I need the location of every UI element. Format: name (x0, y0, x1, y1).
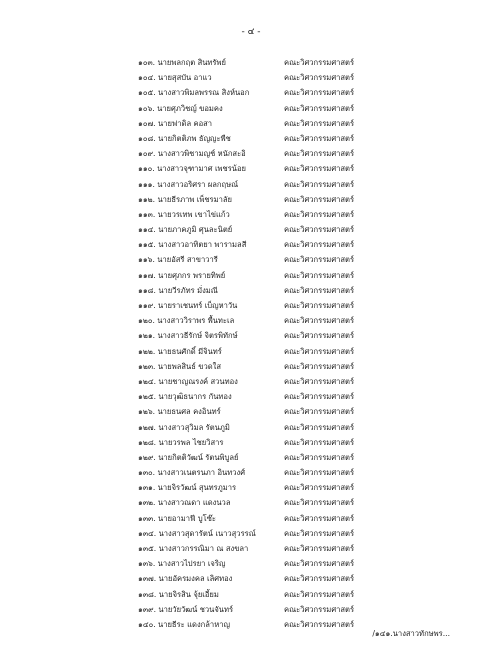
entry-name: ๑๑๒. นายธีรภาพ เพ็ชรมาลัย (138, 194, 232, 204)
entry-faculty: คณะวิศวกรรมศาสตร์ (284, 422, 355, 432)
list-item (138, 511, 438, 526)
page-number: - ๔ - (241, 27, 261, 37)
list-item (138, 389, 438, 404)
entry-faculty: คณะวิศวกรรมศาสตร์ (284, 73, 355, 83)
list-item (138, 222, 438, 237)
entry-name: ๑๒๕. นายวุฒิธนากร กันทอง (138, 392, 232, 402)
entry-faculty: คณะวิศวกรรมศาสตร์ (284, 604, 355, 614)
entry-name: ๑๑๗. นายศุภกร พรายทิพย์ (138, 270, 226, 280)
entry-name: ๑๑๙. นายราเชนทร์ เบ็ญหาวัน (138, 301, 238, 310)
list-item (138, 116, 438, 131)
entry-name: ๑๓๙. นายวัยวัฒน์ ชวนจันทร์ (138, 604, 234, 614)
list-item (138, 177, 438, 192)
entry-name: ๑๓๖. นางสาวไปรยา เจริญ (138, 559, 226, 569)
continuation-note: /๑๔๑.นางสาวทักษพร... (372, 629, 450, 638)
entry-name: ๑๓๐. นางสาวเนตรนภา อินทวงศ์ (138, 468, 246, 478)
entry-faculty: คณะวิศวกรรมศาสตร์ (284, 270, 355, 280)
list-item (138, 268, 438, 283)
list-item (138, 541, 438, 556)
list-item (138, 465, 438, 480)
entry-name: ๑๒๙. นายกิตติวัฒน์ รัตนพิบูลย์ (138, 452, 239, 462)
entry-faculty: คณะวิศวกรรมศาสตร์ (284, 468, 355, 478)
entry-name: ๑๑๘. นายวีรภัทร มั่งมณี (138, 285, 218, 295)
list-item (138, 571, 438, 586)
entry-name: ๑๐๕. นางสาวพิมลพรรณ สิงห์นอก (138, 88, 250, 98)
entry-name: ๑๓๗. นายอัครมงคล เลิศทอง (138, 574, 233, 584)
entry-faculty: คณะวิศวกรรมศาสตร์ (284, 559, 355, 569)
list-item (138, 359, 438, 374)
entry-name: ๑๑๑. นางสาวอริศรา ผลกฤษณ์ (138, 179, 239, 189)
entry-name: ๑๔๐. นายธีระ แดงกล้าหาญ (138, 619, 230, 629)
list-item (138, 70, 438, 85)
entry-name: ๑๒๖. นายธนศล คงอินทร์ (138, 407, 221, 417)
entry-faculty: คณะวิศวกรรมศาสตร์ (284, 483, 355, 493)
list-item (138, 435, 438, 450)
entry-name: ๑๒๒. นายธนศักดิ์ มีจินทร์ (138, 346, 222, 356)
list-item (138, 404, 438, 419)
entry-faculty: คณะวิศวกรรมศาสตร์ (284, 149, 355, 159)
entry-list (138, 55, 438, 632)
entry-name: ๑๐๓. นายพลกฤต สินทรัพย์ (138, 58, 226, 67)
list-item (138, 602, 438, 617)
entry-faculty: คณะวิศวกรรมศาสตร์ (284, 361, 355, 371)
entry-name: ๑๐๖. นายศุภวิชญ์ ขอมคง (138, 103, 223, 113)
list-item (138, 344, 438, 359)
list-item (138, 298, 438, 313)
entry-faculty: คณะวิศวกรรมศาสตร์ (284, 528, 355, 538)
entry-faculty: คณะวิศวกรรมศาสตร์ (284, 255, 355, 265)
entry-name: ๑๓๑. นายจิรวัฒน์ สุนทรภูมาร (138, 483, 237, 493)
entry-name: ๑๑๓. นายวรเทพ เขาไข่แก้ว (138, 209, 230, 219)
entry-faculty: คณะวิศวกรรมศาสตร์ (284, 392, 355, 402)
entry-faculty: คณะวิศวกรรมศาสตร์ (284, 544, 355, 553)
entry-faculty: คณะวิศวกรรมศาสตร์ (284, 301, 355, 310)
list-item (138, 328, 438, 343)
entry-faculty: คณะวิศวกรรมศาสตร์ (284, 58, 355, 67)
entry-faculty: คณะวิศวกรรมศาสตร์ (284, 574, 355, 584)
entry-faculty: คณะวิศวกรรมศาสตร์ (284, 437, 355, 447)
list-item (138, 480, 438, 495)
entry-faculty: คณะวิศวกรรมศาสตร์ (284, 240, 355, 250)
entry-faculty: คณะวิศวกรรมศาสตร์ (284, 103, 355, 113)
list-item (138, 55, 438, 70)
entry-faculty: คณะวิศวกรรมศาสตร์ (284, 285, 355, 295)
entry-faculty: คณะวิศวกรรมศาสตร์ (284, 88, 355, 98)
entry-faculty: คณะวิศวกรรมศาสตร์ (284, 316, 355, 326)
list-item (138, 252, 438, 267)
entry-name: ๑๐๔. นายสุสบัน อาแว (138, 73, 212, 83)
list-item (138, 146, 438, 161)
list-item (138, 85, 438, 100)
list-item (138, 192, 438, 207)
entry-faculty: คณะวิศวกรรมศาสตร์ (284, 164, 355, 174)
entry-faculty: คณะวิศวกรรมศาสตร์ (284, 498, 355, 508)
entry-faculty: คณะวิศวกรรมศาสตร์ (284, 376, 355, 386)
entry-name: ๑๓๕. นางสาวกรรณิมา ณ สงขลา (138, 544, 249, 553)
entry-name: ๑๒๘. นายวรพล ไชยวิสาร (138, 437, 224, 447)
entry-name: ๑๑๔. นายภาคภูมิ ศุนละนิตย์ (138, 225, 233, 235)
list-item (138, 313, 438, 328)
list-item (138, 587, 438, 602)
entry-name: ๑๑๖. นายอัสรี สาขาวารี (138, 255, 218, 265)
list-item (138, 207, 438, 222)
entry-faculty: คณะวิศวกรรมศาสตร์ (284, 225, 355, 235)
list-item (138, 420, 438, 435)
entry-faculty: คณะวิศวกรรมศาสตร์ (284, 619, 355, 629)
entry-faculty: คณะวิศวกรรมศาสตร์ (284, 513, 355, 523)
entry-name: ๑๓๒. นางสาวณดา แดงนวล (138, 498, 231, 508)
entry-name: ๑๒๗. นางสาวสุวิมล รัตนภูมิ (138, 422, 230, 432)
list-item (138, 495, 438, 510)
entry-faculty: คณะวิศวกรรมศาสตร์ (284, 179, 355, 189)
list-item (138, 556, 438, 571)
entry-name: ๑๓๓. นายอามาฟี บูโซ๊ะ (138, 513, 216, 523)
list-item (138, 161, 438, 176)
entry-name: ๑๒๓. นายพลสินธ์ ขวดใส (138, 361, 222, 371)
entry-name: ๑๓๘. นายจิรสิน จุ้ยเอี้ยม (138, 589, 219, 599)
entry-faculty: คณะวิศวกรรมศาสตร์ (284, 331, 355, 341)
entry-faculty: คณะวิศวกรรมศาสตร์ (284, 407, 355, 417)
entry-faculty: คณะวิศวกรรมศาสตร์ (284, 589, 355, 599)
entry-faculty: คณะวิศวกรรมศาสตร์ (284, 346, 355, 356)
list-item (138, 374, 438, 389)
entry-name: ๑๒๐. นางสาววิราพร พื้นทะเล (138, 316, 235, 326)
entry-name: ๑๐๘. นายกิตติภพ ธัญญะพืช (138, 133, 231, 143)
entry-faculty: คณะวิศวกรรมศาสตร์ (284, 452, 355, 462)
entry-name: ๑๐๗. นายฟาดิล คอสา (138, 118, 213, 128)
list-item (138, 450, 438, 465)
entry-faculty: คณะวิศวกรรมศาสตร์ (284, 209, 355, 219)
entry-faculty: คณะวิศวกรรมศาสตร์ (284, 194, 355, 204)
entry-name: ๑๐๙. นางสาวพิชามญช์ หนักสะอิ (138, 149, 246, 159)
entry-name: ๑๓๔. นางสาวสุดารัตน์ เนาวสุวรรณ์ (138, 528, 256, 538)
list-item (138, 526, 438, 541)
list-item (138, 283, 438, 298)
entry-name: ๑๑๐. นางสาวจุฑามาศ เพชรน้อย (138, 164, 246, 174)
entry-faculty: คณะวิศวกรรมศาสตร์ (284, 133, 355, 143)
list-item (138, 131, 438, 146)
entry-name: ๑๒๔. นายชาญณรงค์ สวนทอง (138, 376, 238, 386)
list-item (138, 101, 438, 116)
list-item (138, 237, 438, 252)
entry-name: ๑๒๑. นางสาวธีรักษ์ จิตรพิทักษ์ (138, 331, 238, 341)
entry-faculty: คณะวิศวกรรมศาสตร์ (284, 118, 355, 128)
entry-name: ๑๑๕. นางสาวอาทิตยา พารามลสี (138, 240, 247, 250)
